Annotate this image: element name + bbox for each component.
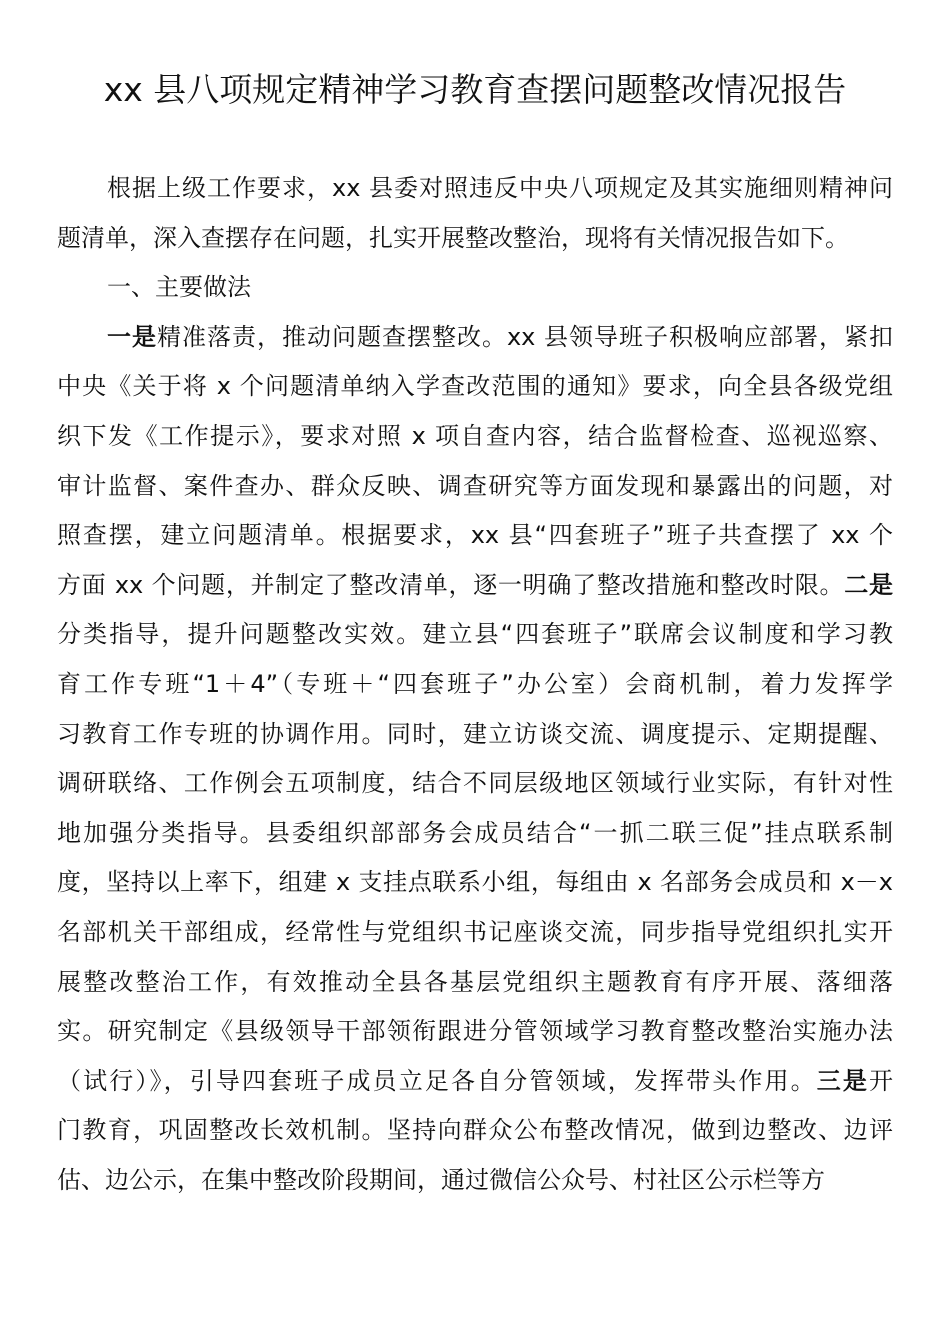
item3-label: 三是 (816, 1066, 869, 1095)
intro-line-2: 题清单，深入查摆存在问题，扎实开展整改整治，现将有关情况报告如下。 (57, 223, 849, 252)
item2-line-2: 育工作专班“1＋4”（专班＋“四套班子”办公室）会商机制，着力发挥学 (57, 669, 893, 698)
item1-line-2: 中央《关于将 x 个问题清单纳入学查改范围的通知》要求，向全县各级党组 (57, 372, 893, 401)
item1-first-line-text: 精准落责，推动问题查摆整改。xx 县领导班子积极响应部署，紧扣 (157, 322, 893, 351)
item3-line-2: 估、边公示，在集中整改阶段期间，通过微信公众号、村社区公示栏等方 (57, 1165, 825, 1194)
item2-line-1: 分类指导，提升问题整改实效。建立县“四套班子”联席会议制度和学习教 (57, 620, 893, 649)
item3-line-1: 门教育，巩固整改长效机制。坚持向群众公布整改情况，做到边整改、边评 (57, 1116, 893, 1145)
item1-item2-line (57, 561, 893, 611)
item1-last-line-text: 方面 xx 个问题，并制定了整改清单，逐一明确了整改措施和整改时限。 (57, 570, 845, 599)
item2-last-line-text: （试行）》，引导四套班子成员立足各自分管领域，发挥带头作用。 (57, 1066, 817, 1095)
item2-line-5: 地加强分类指导。县委组织部部务会成员结合“一抓二联三促”挂点联系制 (57, 818, 893, 847)
item1-line-4: 审计监督、案件查办、群众反映、调查研究等方面发现和暴露出的问题，对 (57, 471, 893, 500)
document-body (57, 164, 893, 1205)
item3-first-line-text: 开 (869, 1066, 893, 1095)
item1-line-3: 织下发《工作提示》，要求对照 x 项自查内容，结合监督检查、巡视巡察、 (57, 421, 893, 450)
item2-line-6: 度，坚持以上率下，组建 x 支挂点联系小组，每组由 x 名部务会成员和 x－x (57, 868, 893, 897)
item2-line-8: 展整改整治工作，有效推动全县各基层党组织主题教育有序开展、落细落 (57, 967, 893, 996)
document-title: xx 县八项规定精神学习教育查摆问题整改情况报告 (103, 70, 847, 109)
item1-line-5: 照查摆，建立问题清单。根据要求，xx 县“四套班子”班子共查摆了 xx 个 (57, 521, 893, 550)
item2-line-4: 调研联络、工作例会五项制度，结合不同层级地区领域行业实际，有针对性 (57, 769, 893, 798)
item2-line-9: 实。研究制定《县级领导干部领衔跟进分管领域学习教育整改整治实施办法 (57, 1017, 893, 1046)
intro-line-1: 根据上级工作要求，xx 县委对照违反中央八项规定及其实施细则精神问 (107, 174, 893, 202)
item2-line-3: 习教育工作专班的协调作用。同时，建立访谈交流、调度提示、定期提醒、 (57, 719, 893, 748)
item1-label: 一是 (107, 322, 157, 351)
item2-item3-line (57, 1057, 893, 1107)
item2-label: 二是 (844, 570, 894, 599)
section-heading: 一、主要做法 (107, 273, 251, 302)
item2-line-7: 名部机关干部组成，经常性与党组织书记座谈交流，同步指导党组织扎实开 (57, 917, 893, 946)
item1-line-1 (57, 313, 893, 363)
